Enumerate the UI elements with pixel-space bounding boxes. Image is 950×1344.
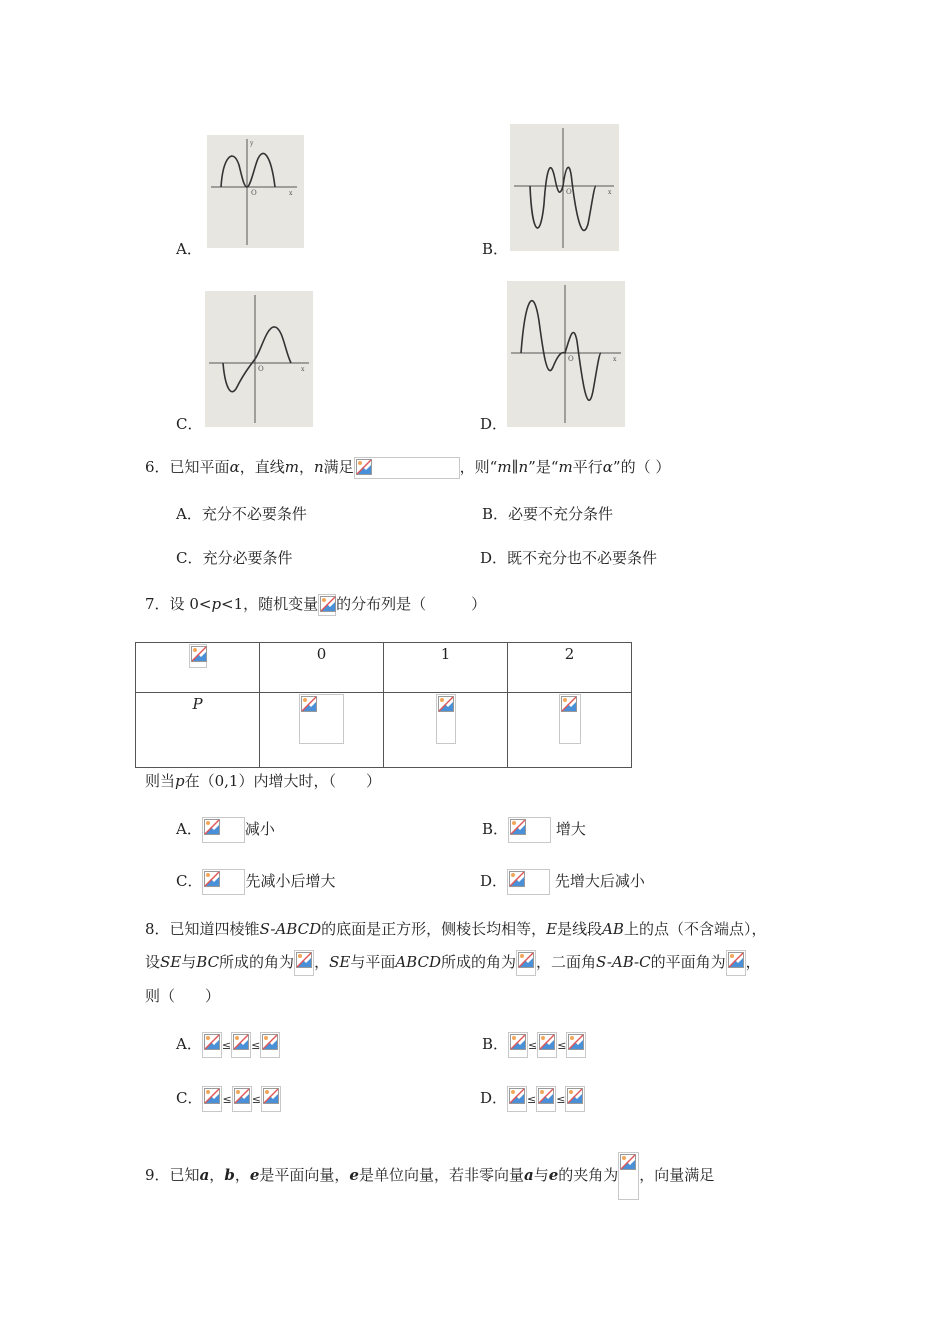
broken-image-icon [726,950,746,976]
table-cell [136,643,260,693]
broken-image-icon [202,869,245,895]
q7-stem: 7．设 0<p<1，随机变量 的分布列是（ ） [145,593,486,616]
graph-a-image [207,135,304,248]
broken-image-icon [318,594,336,616]
broken-image-icon [202,1086,222,1112]
svg-text:y: y [250,140,254,147]
graph-c-image [205,291,313,427]
option-b-label: B． [482,240,509,258]
table-cell: 1 [384,643,508,693]
q9-stem: 9．已知a，b，e是平面向量，e是单位向量，若非零向量a与e的夹角为 ，向量满足 [145,1152,714,1200]
q6-stem: 6．已知平面α，直线m，n满足 ，则“m∥n”是“m平行α”的（ ） [145,456,670,479]
q8-stem-line3: 则（ ） [145,987,221,1005]
broken-image-icon [354,457,460,479]
q8-option-b[interactable]: B． ≤ ≤ [482,1032,586,1058]
broken-image-icon [260,1032,280,1058]
svg-text:x: x [608,189,612,196]
q8-option-c[interactable]: C． ≤ ≤ [176,1086,281,1112]
broken-image-icon [436,694,456,744]
table-cell: 2 [508,643,632,693]
broken-image-icon [189,644,207,668]
q7-option-d[interactable]: D． 先增大后减小 [480,869,645,895]
option-a-label: A． [176,240,202,258]
broken-image-icon [565,1086,585,1112]
svg-text:O: O [568,355,574,363]
q6-option-c[interactable]: C．充分必要条件 [176,549,293,567]
broken-image-icon [507,1086,527,1112]
svg-text:O: O [251,189,257,197]
table-cell: 0 [260,643,384,693]
broken-image-icon [618,1152,639,1200]
graph-b-image [510,124,619,251]
broken-image-icon [261,1086,281,1112]
broken-image-icon [537,1032,557,1058]
svg-text:x: x [301,366,305,373]
broken-image-icon [507,869,550,895]
broken-image-icon [516,950,536,976]
q8-option-d[interactable]: D． ≤ ≤ [480,1086,585,1112]
table-cell [384,693,508,768]
q7-option-a[interactable]: A． 减小 [176,817,275,843]
q6-option-a[interactable]: A．充分不必要条件 [176,505,307,523]
broken-image-icon [508,817,551,843]
svg-text:O: O [566,188,572,196]
broken-image-icon [231,1032,251,1058]
svg-text:O: O [258,365,264,373]
distribution-table [135,642,632,768]
broken-image-icon [508,1032,528,1058]
q8-stem-line1: 8．已知道四棱锥S-ABCD的底面是正方形，侧棱长均相等，E是线段AB上的点（不含端点）， [145,920,767,938]
q7-option-c[interactable]: C． 先减小后增大 [176,869,336,895]
q6-option-b[interactable]: B．必要不充分条件 [482,505,614,523]
broken-image-icon [202,817,245,843]
svg-text:x: x [289,190,293,197]
broken-image-icon [559,694,581,744]
q8-option-a[interactable]: A． ≤ ≤ [176,1032,280,1058]
broken-image-icon [202,1032,222,1058]
broken-image-icon [536,1086,556,1112]
broken-image-icon [232,1086,252,1112]
table-cell [260,693,384,768]
graph-d-image [507,281,625,427]
table-cell: P [136,693,260,768]
broken-image-icon [299,694,344,744]
option-d-label: D． [480,415,508,433]
svg-text:x: x [613,356,617,363]
q7-followup: 则当p在（0,1）内增大时，（ ） [145,772,381,790]
q7-option-b[interactable]: B． 增大 [482,817,586,843]
q6-option-d[interactable]: D．既不充分也不必要条件 [480,549,658,567]
table-cell [508,693,632,768]
option-c-label: C． [176,415,203,433]
q8-stem-line2: 设SE与BC所成的角为 ，SE与平面ABCD所成的角为 ，二面角S-AB-C的平面角为 ， [145,950,761,976]
broken-image-icon [294,950,314,976]
broken-image-icon [566,1032,586,1058]
